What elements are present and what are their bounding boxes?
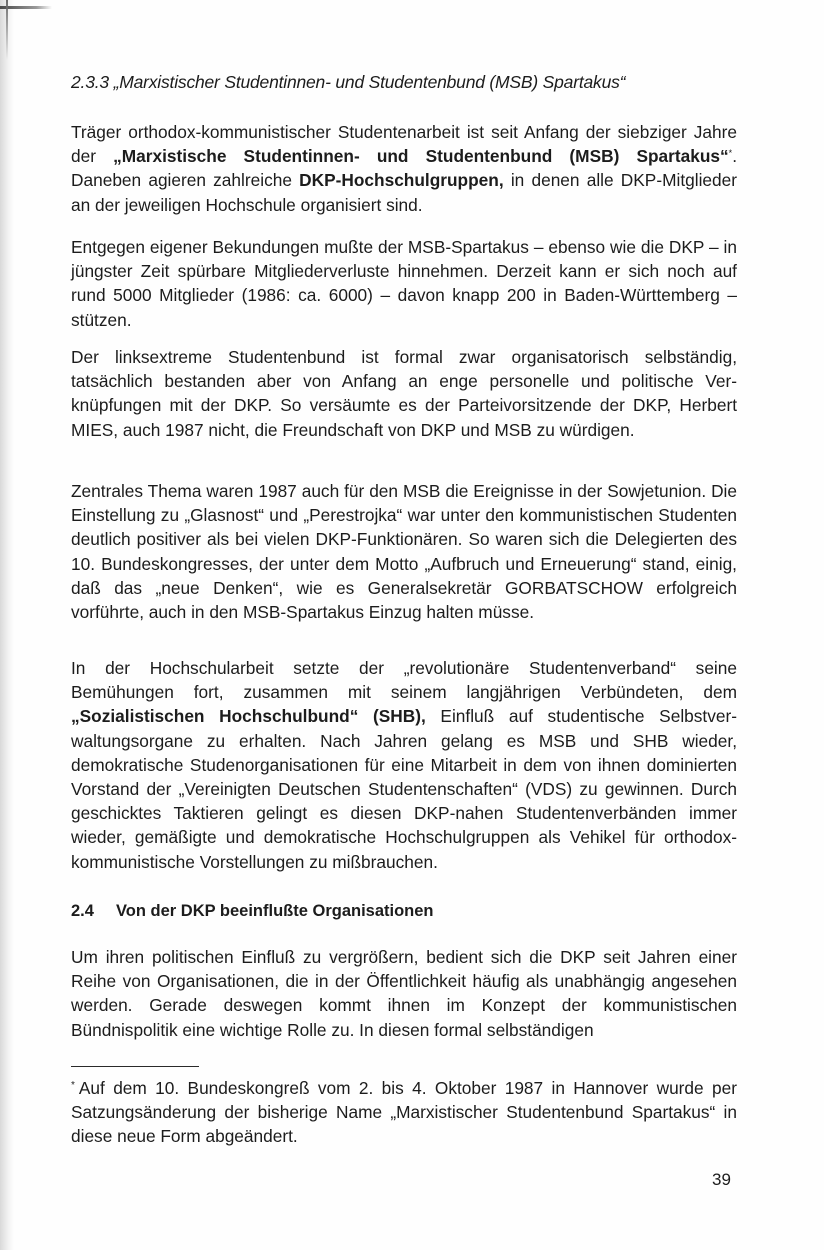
footnote-text: Auf dem 10. Bundeskongreß vom 2. bis 4. Oktober 1987 in Hannover wurde per Satzungsänderung der bisherige Name „Marxistischer Studentenbund Spartakus“ in diese neue Form abgeändert.	[71, 1078, 737, 1147]
paragraph-msb-intro	[71, 120, 737, 217]
paragraph-text: Einfluß auf studentische Selbstverwaltungsorgane zu erhalten. Nach Jahren gelang es MSB und SHB wieder, demokratische Studenorganisationen für eine Mitarbeit in dem von ihnen dominierten Vorstand der „Vereinigten Deutschen Studentenschaften“ (VDS) zu gewinnen. Durch geschicktes Taktieren gelingt es diesen DKP-nahen Studentenverbänden immer wieder, gemäßigte und demokratische Hochschulgruppen als Vehikel für orthodox-kommunistische Vorstellungen zu mißbrauchen.	[71, 706, 737, 872]
footnote-divider	[71, 1066, 199, 1067]
footnote-reference: *	[728, 148, 733, 159]
page-number: 39	[712, 1170, 731, 1189]
paragraph-university-work	[71, 656, 737, 874]
bold-term-msb: „Marxistische Studentinnen- und Studentenbund (MSB) Spartakus“	[113, 146, 729, 167]
paragraph-text: In der Hochschularbeit setzte der „revolutionäre Studentenverband“ seine Bemühungen fort, zusammen mit seinem langjährigen Verbündeten, dem	[71, 658, 737, 703]
paragraph-text: Träger orthodox-kommunistischer Studentenarbeit ist seit Anfang der siebziger Jahre der	[71, 122, 737, 167]
subsection-heading	[71, 902, 737, 921]
bold-term-dkp-hochschulgruppen: DKP-Hochschulgruppen,	[299, 170, 504, 191]
subsection-title: Von der DKP beeinflußte Organisationen	[116, 902, 434, 920]
scan-corner-mark-vertical	[6, 0, 8, 60]
paragraph-soviet-union: Zentrales Thema waren 1987 auch für den MSB die Ereignisse in der Sowjetunion. Die Einstellung zu „Glasnost“ und „Perestrojka“ war unter den kommunistischen Studenten deutlich positiver als bei vielen DKP-Funktionären. So waren sich die Delegierten des 10. Bundeskongresses, der unter dem Motto „Aufbruch und Erneuerung“ stand, einig, daß das „neue Denken“, wie es Generalsekretär GORBATSCHOW erfolgreich vorführte, auch in den MSB-Spartakus Einzug halten müsse.	[71, 481, 737, 623]
paragraph-dkp-links: Der linksextreme Studentenbund ist formal zwar organisatorisch selbständig, tatsächlich bestanden aber von Anfang an enge personelle und politische Verknüpfungen mit der DKP. So versäumte es der Parteivorsitzende der DKP, Herbert MIES, auch 1987 nicht, die Freundschaft von DKP und MSB zu würdigen.	[71, 347, 737, 440]
paragraph-text: . Daneben agieren zahlreiche	[71, 146, 737, 191]
paragraph-organisations: Um ihren politischen Einfluß zu vergrößern, bedient sich die DKP seit Jahren einer Reihe von Organisationen, die in der Öffentlichkeit häufig als unabhängig angesehen werden. Gerade deswegen kommt ihnen im Konzept der kommunistischen Bündnispolitik eine wichtige Rolle zu. In diesen formal selbständigen	[71, 947, 737, 1040]
paragraph-text: in denen alle DKP-Mitglieder an der jeweiligen Hochschule organisiert sind.	[71, 170, 737, 215]
paragraph-membership: Entgegen eigener Bekundungen mußte der MSB-Spartakus – ebenso wie die DKP – in jüngster Zeit spürbare Mitgliederverluste hinnehmen. Derzeit kann er sich noch auf rund 5000 Mitglieder (1986: ca. 6000) – davon knapp 200 in Baden-Württemberg – stützen.	[71, 237, 737, 330]
subsection-number: 2.4	[71, 902, 94, 920]
scan-edge-shadow	[0, 0, 14, 1250]
footnote-mark: *	[71, 1080, 75, 1091]
section-heading: 2.3.3 „Marxistischer Studentinnen- und Studentenbund (MSB) Spartakus“	[71, 72, 626, 92]
bold-term-shb: „Sozialistischen Hochschulbund“ (SHB),	[71, 706, 426, 727]
footnote	[71, 1076, 737, 1149]
